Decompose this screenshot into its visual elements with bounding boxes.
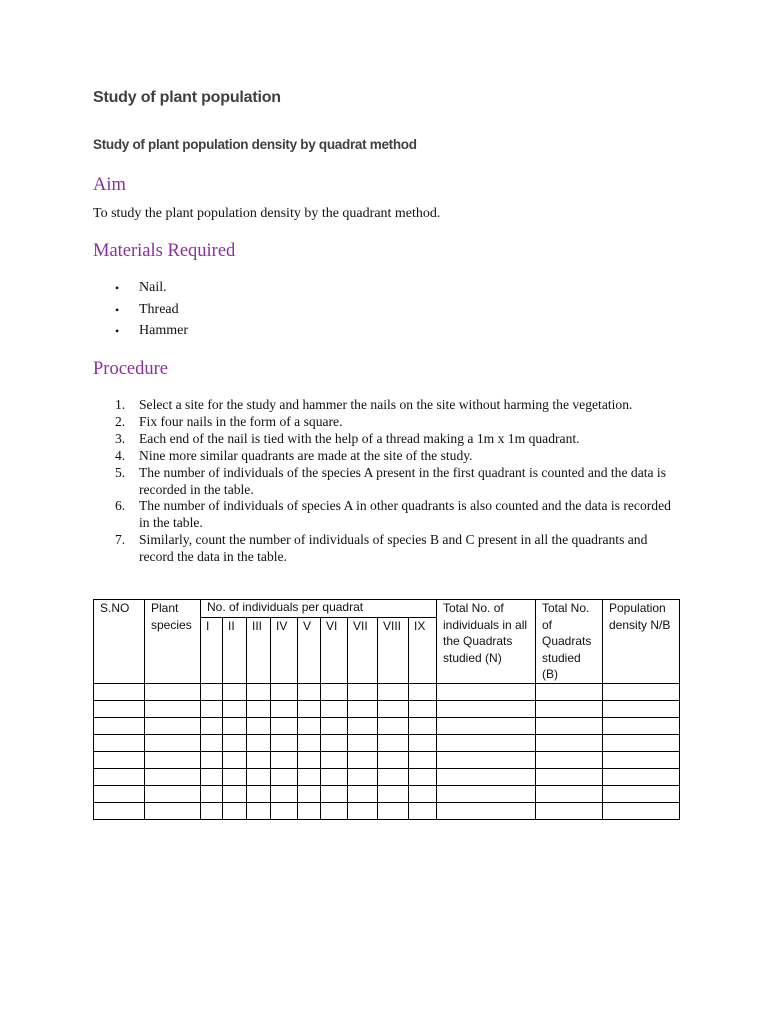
quadrat-data-table: [93, 599, 680, 820]
table-cell[interactable]: [298, 802, 321, 819]
step-number: 3.: [115, 430, 126, 446]
table-cell[interactable]: [348, 717, 378, 734]
table-cell[interactable]: [437, 751, 536, 768]
header-quadrat-9: IX: [409, 617, 437, 683]
table-cell[interactable]: [271, 751, 298, 768]
table-cell[interactable]: [298, 683, 321, 700]
table-cell[interactable]: [201, 802, 223, 819]
table-header-row: [94, 600, 680, 618]
header-population-density: Population density N/B: [603, 600, 680, 684]
table-cell[interactable]: [348, 785, 378, 802]
table-cell[interactable]: [536, 768, 603, 785]
table-cell[interactable]: [247, 700, 271, 717]
table-cell[interactable]: [321, 785, 348, 802]
table-cell[interactable]: [536, 717, 603, 734]
header-plant-species: Plant species: [145, 600, 201, 684]
table-cell[interactable]: [536, 700, 603, 717]
step-text: The number of individuals of species A in other quadrants is also counted and the data is recorded in the table.: [139, 498, 671, 531]
table-cell[interactable]: [223, 785, 247, 802]
list-item: [93, 397, 678, 414]
table-row: [94, 802, 680, 819]
step-text: Nine more similar quadrants are made at the site of the study.: [139, 447, 473, 463]
table-cell[interactable]: [437, 785, 536, 802]
step-number: 6.: [115, 498, 126, 514]
table-cell[interactable]: [536, 802, 603, 819]
table-cell[interactable]: [298, 768, 321, 785]
table-cell[interactable]: [201, 717, 223, 734]
step-text: The number of individuals of the species A present in the first quadrant is counted and the data is recorded in the table.: [139, 464, 667, 497]
table-cell[interactable]: [94, 751, 145, 768]
header-total-individuals: Total No. of individuals in all the Quadrats studied (N): [437, 600, 536, 684]
table-cell[interactable]: [603, 768, 680, 785]
table-cell[interactable]: [536, 785, 603, 802]
table-cell[interactable]: [603, 785, 680, 802]
table-row: [94, 683, 680, 700]
table-cell[interactable]: [378, 768, 409, 785]
table-cell[interactable]: [378, 717, 409, 734]
material-label: Hammer: [139, 323, 188, 338]
table-cell[interactable]: [271, 683, 298, 700]
table-cell[interactable]: [247, 717, 271, 734]
page-subtitle: Study of plant population density by quadrat method: [93, 137, 417, 152]
table-cell[interactable]: [603, 734, 680, 751]
table-cell[interactable]: [321, 768, 348, 785]
table-cell[interactable]: [437, 700, 536, 717]
list-item: [93, 532, 678, 566]
table-cell[interactable]: [321, 717, 348, 734]
table-cell[interactable]: [536, 734, 603, 751]
table-cell[interactable]: [321, 751, 348, 768]
table-cell[interactable]: [321, 700, 348, 717]
table-row: [94, 768, 680, 785]
table-cell[interactable]: [94, 717, 145, 734]
list-item: [93, 414, 678, 431]
table-cell[interactable]: [247, 751, 271, 768]
table-cell[interactable]: [223, 802, 247, 819]
table-cell[interactable]: [603, 802, 680, 819]
header-sno: S.NO: [94, 600, 145, 684]
table-cell[interactable]: [378, 802, 409, 819]
table-cell[interactable]: [247, 683, 271, 700]
table-cell[interactable]: [201, 683, 223, 700]
table-cell[interactable]: [94, 768, 145, 785]
step-number: 4.: [115, 447, 126, 463]
table-cell[interactable]: [145, 768, 201, 785]
list-item: [93, 448, 678, 465]
table-cell[interactable]: [271, 734, 298, 751]
header-quadrat-5: V: [298, 617, 321, 683]
table-row: [94, 734, 680, 751]
procedure-list: [93, 397, 678, 566]
table-cell[interactable]: [247, 785, 271, 802]
table-cell[interactable]: [145, 700, 201, 717]
table-cell[interactable]: [348, 751, 378, 768]
material-label: Nail.: [139, 280, 167, 295]
table-cell[interactable]: [94, 802, 145, 819]
table-cell[interactable]: [271, 802, 298, 819]
table-cell[interactable]: [603, 683, 680, 700]
bullet-icon: •: [115, 324, 120, 338]
table-cell[interactable]: [348, 683, 378, 700]
header-quadrat-2: II: [223, 617, 247, 683]
page-title: Study of plant population: [93, 89, 281, 106]
table-cell[interactable]: [145, 717, 201, 734]
header-quadrat-1: I: [201, 617, 223, 683]
table-cell[interactable]: [409, 768, 437, 785]
table-cell[interactable]: [298, 785, 321, 802]
table-cell[interactable]: [298, 700, 321, 717]
table-cell[interactable]: [321, 734, 348, 751]
table-cell[interactable]: [145, 683, 201, 700]
table-cell[interactable]: [603, 700, 680, 717]
table-cell[interactable]: [201, 751, 223, 768]
table-cell[interactable]: [271, 717, 298, 734]
table-cell[interactable]: [603, 751, 680, 768]
table-cell[interactable]: [348, 802, 378, 819]
table-cell[interactable]: [378, 734, 409, 751]
table-cell[interactable]: [378, 683, 409, 700]
table-cell[interactable]: [94, 683, 145, 700]
table-cell[interactable]: [321, 802, 348, 819]
step-text: Fix four nails in the form of a square.: [139, 413, 343, 429]
table-cell[interactable]: [348, 700, 378, 717]
list-item: [93, 465, 678, 499]
table-cell[interactable]: [409, 717, 437, 734]
list-item: [93, 279, 188, 301]
table-cell[interactable]: [437, 683, 536, 700]
table-cell[interactable]: [201, 768, 223, 785]
list-item: [93, 431, 678, 448]
header-individuals-per-quadrat: No. of individuals per quadrat: [201, 600, 437, 618]
table-cell[interactable]: [223, 700, 247, 717]
step-text: Each end of the nail is tied with the help of a thread making a 1m x 1m quadrant.: [139, 430, 580, 446]
table-cell[interactable]: [321, 683, 348, 700]
table-cell[interactable]: [437, 768, 536, 785]
header-quadrat-8: VIII: [378, 617, 409, 683]
header-quadrat-3: III: [247, 617, 271, 683]
table-cell[interactable]: [437, 802, 536, 819]
list-item: [93, 322, 188, 344]
table-body: [94, 683, 680, 819]
table-cell[interactable]: [94, 734, 145, 751]
table-cell[interactable]: [536, 683, 603, 700]
table-cell[interactable]: [378, 700, 409, 717]
bullet-icon: •: [115, 281, 120, 295]
table-cell[interactable]: [201, 700, 223, 717]
step-number: 5.: [115, 464, 126, 480]
table-cell[interactable]: [409, 700, 437, 717]
step-number: 2.: [115, 413, 126, 429]
table-cell[interactable]: [145, 802, 201, 819]
table-cell[interactable]: [378, 751, 409, 768]
table-cell[interactable]: [247, 768, 271, 785]
table-cell[interactable]: [348, 734, 378, 751]
table-cell[interactable]: [271, 768, 298, 785]
table-row: [94, 751, 680, 768]
header-quadrat-6: VI: [321, 617, 348, 683]
table-cell[interactable]: [409, 683, 437, 700]
header-quadrat-4: IV: [271, 617, 298, 683]
step-number: 1.: [115, 397, 126, 412]
table-cell[interactable]: [271, 700, 298, 717]
table-cell[interactable]: [145, 751, 201, 768]
table-row: [94, 700, 680, 717]
table-row: [94, 785, 680, 802]
table-cell[interactable]: [378, 785, 409, 802]
list-item: [93, 301, 188, 323]
step-text: Similarly, count the number of individuals of species B and C present in all the quadrants and record the data in the table.: [139, 532, 648, 565]
table-cell[interactable]: [409, 802, 437, 819]
table-cell[interactable]: [223, 683, 247, 700]
table-cell[interactable]: [201, 785, 223, 802]
table-cell[interactable]: [298, 717, 321, 734]
procedure-heading: Procedure: [93, 359, 168, 379]
table-cell[interactable]: [409, 734, 437, 751]
table-cell[interactable]: [145, 734, 201, 751]
aim-heading: Aim: [93, 175, 126, 195]
header-total-quadrats: Total No. of Quadrats studied (B): [536, 600, 603, 684]
materials-list: [93, 279, 188, 344]
table-cell[interactable]: [94, 700, 145, 717]
material-label: Thread: [139, 301, 179, 317]
table-cell[interactable]: [223, 751, 247, 768]
table-cell[interactable]: [536, 751, 603, 768]
materials-heading: Materials Required: [93, 241, 236, 261]
table-cell[interactable]: [201, 734, 223, 751]
table-cell[interactable]: [409, 785, 437, 802]
table-cell[interactable]: [271, 785, 298, 802]
table-cell[interactable]: [348, 768, 378, 785]
table-cell[interactable]: [298, 734, 321, 751]
step-number: 7.: [115, 532, 126, 548]
table-cell[interactable]: [94, 785, 145, 802]
header-quadrat-7: VII: [348, 617, 378, 683]
table-cell[interactable]: [437, 734, 536, 751]
table-cell[interactable]: [223, 768, 247, 785]
table-cell[interactable]: [409, 751, 437, 768]
step-text: Select a site for the study and hammer the nails on the site without harming the vegetation.: [139, 397, 633, 412]
table-cell[interactable]: [437, 717, 536, 734]
table-row: [94, 717, 680, 734]
table-cell[interactable]: [145, 785, 201, 802]
bullet-icon: •: [115, 302, 120, 317]
table-cell[interactable]: [223, 734, 247, 751]
table-cell[interactable]: [247, 802, 271, 819]
table-cell[interactable]: [603, 717, 680, 734]
table-cell[interactable]: [247, 734, 271, 751]
table-cell[interactable]: [223, 717, 247, 734]
table-cell[interactable]: [298, 751, 321, 768]
list-item: [93, 498, 678, 532]
aim-text: To study the plant population density by the quadrant method.: [93, 206, 441, 221]
